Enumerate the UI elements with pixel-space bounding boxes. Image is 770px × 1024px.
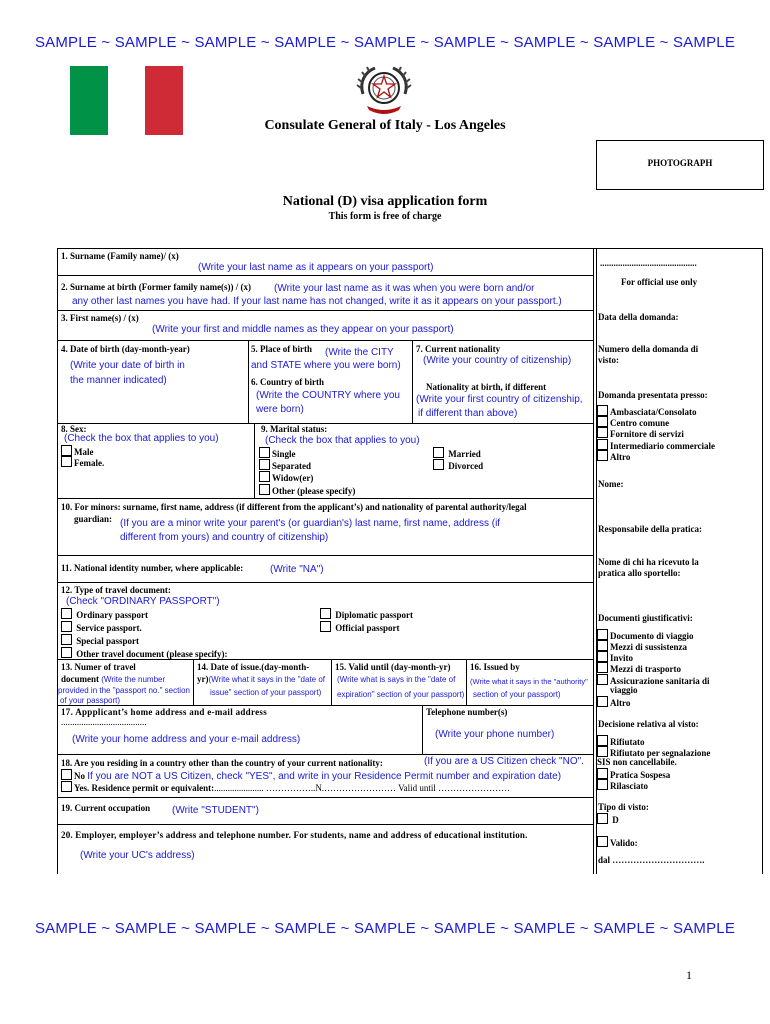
rilasciato-checkbox[interactable] [597, 779, 608, 790]
occupation-label: 19. Current occupation [61, 803, 151, 813]
valido-label: Valido: [610, 838, 638, 848]
separated-checkbox[interactable] [259, 459, 270, 470]
invito-label: Invito [610, 653, 634, 663]
date-of-birth-hint[interactable]: (Write your date of birth in [70, 360, 185, 371]
travel-doc-number-label: 13. Numer of travel [61, 662, 136, 672]
date-of-issue-hint-2: issue" section of your passport) [210, 688, 322, 697]
valid-until-hint-2: expiration" section of your passport) [337, 690, 465, 699]
surname-label-text: 1. Surname (Family name)/ (x) [61, 251, 179, 261]
intermediario-label: Intermediario commerciale [610, 441, 716, 451]
date-of-birth-hint-2: the manner indicated) [70, 375, 167, 386]
travel-doc-number-hint-2: provided in the "passport no." section [58, 686, 190, 695]
rifiutato-sis-checkbox[interactable] [597, 746, 608, 757]
valid-until-label: 15. Valid until (day-month-yr) [335, 662, 451, 672]
fornitore-checkbox[interactable] [597, 427, 608, 438]
ricevuto-label: Nome di chi ha ricevuto la [598, 557, 699, 567]
valido-checkbox[interactable] [597, 836, 608, 847]
rilasciato-option[interactable] [597, 779, 648, 791]
minors-hint[interactable]: (If you are a minor write your parent's (or guardian's) last name, first name, address (if [120, 518, 501, 529]
service-passport-checkbox[interactable] [61, 621, 72, 632]
tipo-d-label: D [612, 815, 619, 825]
nationality-at-birth-label: Nationality at birth, if different [426, 382, 547, 392]
altro-documenti-label: Altro [610, 698, 631, 708]
invito-checkbox[interactable] [597, 651, 608, 662]
travel-document-label: 12. Type of travel document: [61, 585, 171, 595]
consulate-heading: Consulate General of Italy - Los Angeles [264, 118, 506, 133]
date-of-issue-row [197, 674, 325, 684]
special-passport-label: Special passport [76, 636, 140, 646]
mezzi-trasporto-checkbox[interactable] [597, 662, 608, 673]
divorced-option[interactable] [433, 459, 483, 471]
other-travel-doc-option[interactable] [61, 647, 228, 659]
nationality-at-birth-hint-2: if different than above) [418, 408, 518, 419]
official-passport-option[interactable] [320, 621, 400, 633]
rifiutato-sis-label: Rifiutato per segnalazione [610, 748, 711, 758]
doc-viaggio-checkbox[interactable] [597, 629, 608, 640]
occupation-hint[interactable]: (Write "STUDENT") [172, 805, 259, 816]
travel-doc-number-label-2: document [61, 674, 99, 684]
married-option[interactable] [433, 447, 481, 459]
ordinary-passport-option[interactable] [61, 608, 148, 620]
marital-status-hint: (Check the box that applies to you) [265, 435, 420, 446]
photograph-box [596, 140, 764, 190]
surname-at-birth-hint[interactable]: (Write your last name as it was when you were born and/or [274, 283, 535, 294]
surname-at-birth-label: 2. Surname at birth (Former family name(s)) / (x) [61, 282, 252, 292]
residing-yes-checkbox[interactable] [61, 781, 72, 792]
numero-domanda-label: Numero della domanda di [598, 344, 699, 354]
assicurazione-label: Assicurazione sanitaria di [610, 676, 710, 686]
mezzi-sussistenza-checkbox[interactable] [597, 640, 608, 651]
single-option[interactable] [259, 447, 296, 459]
tipo-d-checkbox[interactable] [597, 813, 608, 824]
centro-comune-checkbox[interactable] [597, 416, 608, 427]
surname-hint[interactable]: (Write your last name as it appears on your passport) [198, 262, 434, 273]
photograph-label: PHOTOGRAPH [647, 158, 713, 168]
national-id-hint[interactable]: (Write "NA") [270, 564, 324, 575]
residing-label: 18. Are you residing in a country other than the country of your current nationality: [61, 758, 383, 768]
rilasciato-label: Rilasciato [610, 781, 648, 791]
divorced-checkbox[interactable] [433, 459, 444, 470]
ambasciata-label: Ambasciata/Consolato [610, 407, 697, 417]
assicurazione-label-2: viaggio [610, 685, 638, 695]
married-checkbox[interactable] [433, 447, 444, 458]
service-passport-label: Service passport. [76, 623, 142, 633]
diplomatic-passport-checkbox[interactable] [320, 608, 331, 619]
guardian-label: guardian: [74, 514, 113, 524]
travel-doc-number-hint-3: of your passport) [60, 696, 121, 705]
widow-checkbox[interactable] [259, 471, 270, 482]
marital-status-label: 9. Marital status: [261, 424, 328, 434]
issued-by-hint[interactable]: (Write what it says in the "authority" [470, 677, 588, 686]
nome-label: Nome: [598, 479, 624, 489]
ricevuto-label-2: pratica allo sportello: [598, 568, 681, 578]
home-address-label: 17. Appplicant’s home address and e-mail address [61, 707, 268, 717]
other-marital-label: Other (please specify) [272, 486, 356, 496]
separated-label: Separated [272, 461, 311, 471]
ambasciata-checkbox[interactable] [597, 405, 608, 416]
country-of-birth-hint[interactable]: (Write the COUNTRY where you [256, 390, 400, 401]
residing-yes-label: Yes. Residence permit or equivalent: [74, 783, 215, 793]
tipo-visto-label: Tipo di visto: [598, 802, 649, 812]
ordinary-passport-label: Ordinary passport [76, 610, 149, 620]
other-marital-option[interactable] [259, 484, 355, 496]
service-passport-option[interactable] [61, 621, 142, 633]
country-of-birth-label: 6. Country of birth [251, 377, 325, 387]
valid-until-hint[interactable]: (Write what is says in the "date of [337, 675, 456, 684]
special-passport-checkbox[interactable] [61, 634, 72, 645]
telephone-label: Telephone number(s) [426, 707, 508, 717]
documenti-label: Documenti giustificativi: [598, 613, 693, 623]
sex-label: 8. Sex: [61, 424, 87, 434]
current-nationality-label: 7. Current nationality [416, 344, 501, 354]
mezzi-sussistenza-label: Mezzi di sussistenza [610, 642, 687, 652]
place-of-birth-hint-2: and STATE where you were born) [251, 360, 401, 371]
issued-by-hint-2: section of your passport) [473, 690, 561, 699]
divorced-label: Divorced [448, 461, 484, 471]
altro-presentata-option[interactable] [597, 450, 630, 462]
single-checkbox[interactable] [259, 447, 270, 458]
sospesa-checkbox[interactable] [597, 768, 608, 779]
residence-permit-line[interactable]: ...................... ……………..N.…………………… Valid until …………………… [214, 783, 511, 793]
date-of-issue-label: 14. Date of issue.(day-month- [197, 662, 310, 672]
centro-comune-label: Centro comune [610, 418, 670, 428]
responsabile-label: Responsabile della pratica: [598, 524, 703, 534]
married-label: Married [448, 449, 481, 459]
place-of-birth-hint[interactable]: (Write the CITY [325, 347, 394, 358]
employer-hint[interactable]: (Write your UC's address) [80, 850, 195, 861]
employer-label: 20. Employer, employer’s address and telephone number. For students, name and address of educational institution. [61, 830, 528, 840]
issued-by-label: 16. Issued by [470, 662, 520, 672]
date-of-issue-label-2: yr) [197, 674, 209, 684]
travel-document-hint: (Check "ORDINARY PASSPORT") [66, 596, 220, 607]
first-name-hint[interactable]: (Write your first and middle names as they appear on your passport) [152, 324, 454, 335]
surname-label [61, 251, 179, 261]
dal-line[interactable]: dal …………………………. [598, 855, 705, 865]
national-id-label: 11. National identity number, where applicable: [61, 563, 244, 573]
fornitore-label: Fornitore di servizi [610, 429, 684, 439]
rifiutato-label: Rifiutato [610, 737, 645, 747]
altro-documenti-checkbox[interactable] [597, 696, 608, 707]
sospesa-label: Pratica Sospesa [610, 770, 671, 780]
separated-option[interactable] [259, 459, 311, 471]
sex-hint: (Check the box that applies to you) [64, 433, 219, 444]
home-address-dots: ...................................... [61, 717, 147, 727]
italian-republic-emblem-icon [355, 64, 413, 116]
male-label: Male [74, 447, 94, 457]
travel-doc-number-hint[interactable]: (Write the number [101, 675, 166, 684]
form-subtitle: This form is free of charge [328, 211, 442, 222]
nationality-at-birth-hint[interactable]: (Write your first country of citizenship, [416, 394, 583, 405]
diplomatic-passport-option[interactable] [320, 608, 413, 620]
rifiutato-sis-label-2: SIS non cancellabile. [597, 757, 677, 767]
numero-domanda-label-2: visto: [598, 355, 619, 365]
sample-watermark-bottom: SAMPLE ~ SAMPLE ~ SAMPLE ~ SAMPLE ~ SAMPLE ~ SAMPLE ~ SAMPLE ~ SAMPLE ~ SAMPLE [34, 920, 736, 937]
doc-viaggio-label: Documento di viaggio [610, 631, 694, 641]
intermediario-checkbox[interactable] [597, 439, 608, 450]
rifiutato-checkbox[interactable] [597, 735, 608, 746]
altro-presentata-label: Altro [610, 452, 631, 462]
special-passport-option[interactable] [61, 634, 139, 646]
mezzi-trasporto-option[interactable] [597, 662, 681, 674]
official-use-label: For official use only [621, 277, 698, 287]
other-travel-doc-checkbox[interactable] [61, 647, 72, 658]
tipo-d-option[interactable] [597, 813, 619, 825]
sample-watermark-top: SAMPLE ~ SAMPLE ~ SAMPLE ~ SAMPLE ~ SAMPLE ~ SAMPLE ~ SAMPLE ~ SAMPLE ~ SAMPLE [34, 34, 736, 51]
domanda-presentata-label: Domanda presentata presso: [598, 390, 708, 400]
female-label: Female. [74, 458, 105, 468]
ordinary-passport-checkbox[interactable] [61, 608, 72, 619]
country-of-birth-hint-2: were born) [256, 404, 304, 415]
valido-option[interactable] [597, 836, 638, 848]
other-travel-doc-label: Other travel document (please specify): [76, 649, 228, 659]
form-title: National (D) visa application form [282, 194, 488, 209]
residing-hint: (If you are a US Citizen check "NO". [424, 756, 584, 767]
official-dots: ........................................... [600, 258, 697, 268]
altro-documenti-option[interactable] [597, 696, 630, 708]
widow-option[interactable] [259, 471, 313, 483]
other-marital-checkbox[interactable] [259, 484, 270, 495]
first-name-label: 3. First name(s) / (x) [61, 313, 139, 323]
mezzi-trasporto-label: Mezzi di trasporto [610, 664, 681, 674]
home-address-hint[interactable]: (Write your home address and your e-mail address) [72, 734, 301, 745]
female-checkbox[interactable] [61, 456, 72, 467]
residing-yes-option[interactable] [61, 781, 510, 793]
date-of-birth-label: 4. Date of birth (day-month-year) [61, 344, 190, 354]
data-domanda-label: Data della domanda: [598, 312, 679, 322]
residing-hint-2: If you are NOT a US Citizen, check "YES", and write in your Residence Permit number and expiration date) [87, 771, 562, 782]
current-nationality-hint[interactable]: (Write your country of citizenship) [423, 355, 572, 366]
page-number: 1 [686, 968, 692, 982]
minors-hint-2: different from yours) and country of citizenship) [120, 532, 329, 543]
diplomatic-passport-label: Diplomatic passport [335, 610, 414, 620]
altro-presentata-checkbox[interactable] [597, 450, 608, 461]
assicurazione-checkbox[interactable] [597, 674, 608, 685]
official-passport-checkbox[interactable] [320, 621, 331, 632]
official-passport-label: Official passport [335, 623, 400, 633]
place-of-birth-label: 5. Place of birth [251, 344, 312, 354]
minors-label: 10. For minors: surname, first name, address (if different from the applicant’s) and nationality of parental authority/legal [61, 502, 527, 512]
residing-no-checkbox[interactable] [61, 769, 72, 780]
decisione-label: Decisione relativa al visto: [598, 719, 699, 729]
single-label: Single [272, 449, 296, 459]
fornitore-option[interactable] [597, 427, 684, 439]
sex-female-option[interactable] [61, 456, 104, 468]
date-of-issue-hint[interactable]: (Write what it says in the "date of [208, 675, 326, 684]
widow-label: Widow(er) [272, 473, 314, 483]
telephone-hint[interactable]: (Write your phone number) [435, 729, 555, 740]
male-checkbox[interactable] [61, 445, 72, 456]
travel-doc-number-row [61, 674, 165, 684]
surname-at-birth-hint-2[interactable]: any other last names you have had. If your last name has not changed, write it as it appears on your passport.) [72, 296, 562, 307]
residing-no-label: No [74, 771, 85, 781]
